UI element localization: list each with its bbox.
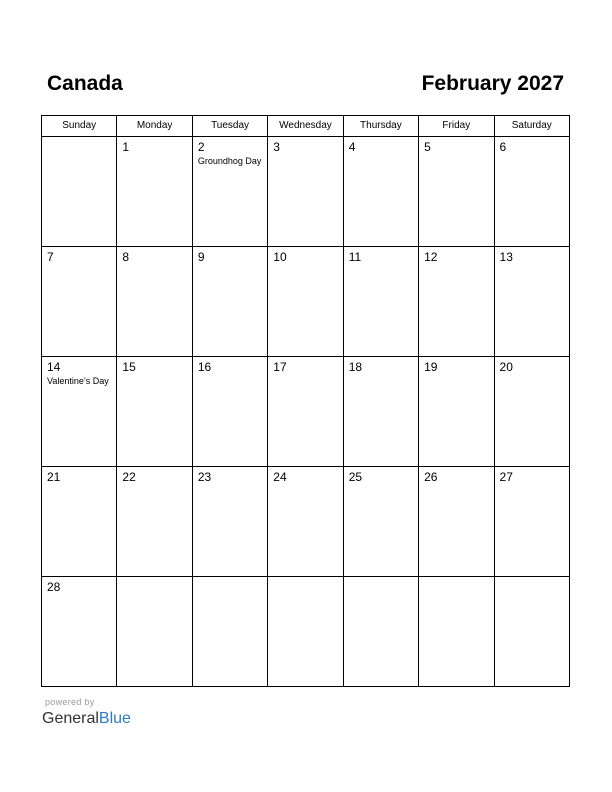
country-title: Canada [47, 72, 123, 95]
day-cell-empty [494, 577, 569, 687]
day-cell [192, 357, 267, 467]
weekday-tuesday: Tuesday [192, 116, 267, 137]
day-cell [419, 247, 494, 357]
week-row-5 [42, 577, 570, 687]
weekday-sunday: Sunday [42, 116, 117, 137]
day-cell-empty [192, 577, 267, 687]
day-cell [192, 247, 267, 357]
brand-general-text: General [42, 710, 99, 727]
day-number: 23 [197, 470, 212, 484]
week-row-2 [42, 247, 570, 357]
day-cell [117, 467, 192, 577]
week-row-1 [42, 137, 570, 247]
day-cell-empty [343, 577, 418, 687]
day-cell [42, 137, 117, 247]
day-cell [192, 137, 267, 247]
day-number: 8 [122, 250, 130, 264]
day-cell [494, 467, 569, 577]
day-cell [419, 467, 494, 577]
day-number: 25 [348, 470, 363, 484]
day-number: 4 [348, 140, 356, 154]
weekday-header-row [42, 116, 570, 137]
day-number: 14 [47, 360, 61, 374]
day-cell-empty [268, 577, 343, 687]
day-cell [117, 137, 192, 247]
brand-blue-text: Blue [98, 710, 131, 727]
day-cell [268, 357, 343, 467]
day-cell [42, 357, 117, 467]
footer-branding [42, 697, 131, 729]
day-number: 9 [197, 250, 205, 264]
day-cell [42, 577, 117, 687]
day-cell [343, 467, 418, 577]
day-number: 3 [273, 140, 280, 154]
weekday-saturday: Saturday [494, 116, 569, 137]
day-number: 20 [499, 360, 513, 374]
weekday-monday: Monday [117, 116, 192, 137]
day-cell-empty [419, 577, 494, 687]
day-number: 1 [122, 140, 130, 154]
day-cell [192, 467, 267, 577]
day-number: 17 [273, 360, 287, 374]
day-number: 5 [424, 140, 431, 154]
holiday-label: Groundhog Day [197, 156, 262, 166]
day-number: 26 [424, 470, 438, 484]
day-cell-empty [117, 577, 192, 687]
day-cell [343, 137, 418, 247]
day-number: 21 [47, 470, 61, 484]
day-number: 7 [47, 250, 54, 264]
powered-by-text: powered by [45, 697, 95, 707]
weekday-wednesday: Wednesday [268, 116, 343, 137]
day-cell [494, 357, 569, 467]
day-number: 15 [122, 360, 136, 374]
weekday-thursday: Thursday [343, 116, 418, 137]
day-number: 12 [424, 250, 438, 264]
day-cell [419, 357, 494, 467]
day-cell [343, 357, 418, 467]
day-number: 16 [197, 360, 212, 374]
day-cell [343, 247, 418, 357]
weekday-friday: Friday [419, 116, 494, 137]
generalblue-logo [42, 709, 131, 729]
day-number: 28 [47, 580, 61, 594]
day-cell [494, 137, 569, 247]
day-cell [419, 137, 494, 247]
day-number: 19 [424, 360, 438, 374]
week-row-4 [42, 467, 570, 577]
month-title: February 2027 [421, 72, 564, 95]
day-cell [494, 247, 569, 357]
day-cell [268, 137, 343, 247]
week-row-3 [42, 357, 570, 467]
day-cell [268, 247, 343, 357]
day-cell [42, 467, 117, 577]
day-number: 24 [273, 470, 287, 484]
day-number: 10 [273, 250, 287, 264]
day-cell [268, 467, 343, 577]
day-cell [117, 247, 192, 357]
day-number: 11 [348, 250, 362, 264]
day-number: 18 [348, 360, 363, 374]
day-cell [42, 247, 117, 357]
day-number: 27 [499, 470, 513, 484]
holiday-label: Valentine’s Day [47, 376, 109, 386]
calendar-grid [41, 115, 570, 687]
day-number: 6 [499, 140, 507, 154]
day-cell [117, 357, 192, 467]
day-number: 22 [122, 470, 136, 484]
day-number: 2 [197, 140, 205, 154]
day-number: 13 [499, 250, 513, 264]
